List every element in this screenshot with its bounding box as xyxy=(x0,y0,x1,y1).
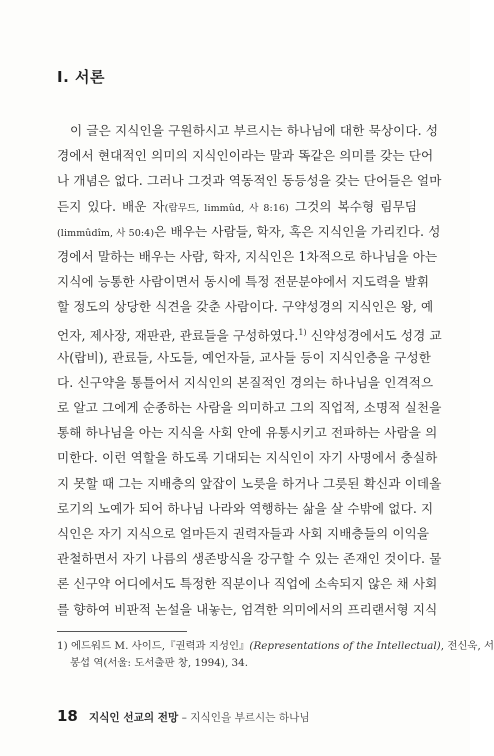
footnote-line xyxy=(57,638,494,655)
footnote-ref[interactable]: 1) xyxy=(298,327,307,337)
body-line: 를 향하여 비판적 논설을 내놓는, 엄격한 의미에서의 프리랜서형 지식 xyxy=(57,601,438,617)
body-line: 경에서 말하는 배우는 사람, 학자, 지식인은 1차적으로 하나님을 아는 xyxy=(57,248,438,264)
footnote xyxy=(57,638,494,672)
footnote-text: 에드워드 M. 사이드,『권력과 지성인』 xyxy=(70,640,250,652)
running-title: 지식인 선교의 전망 xyxy=(88,712,179,724)
page-footer xyxy=(57,706,310,725)
body-line: 지식에 능통한 사람이면서 동시에 특정 전문분야에서 지도력을 발휘 xyxy=(57,274,430,290)
body-line: 다. 신구약을 통틀어서 지식인의 본질적인 경의는 하나님을 인격적으 xyxy=(57,374,434,390)
body-line: 이 글은 지식인을 구원하시고 부르시는 하나님에 대한 묵상이다. 성 xyxy=(70,123,439,138)
footnote-italic-title: (Representations of the Intellectual) xyxy=(249,640,441,652)
body-line: 사(랍비), 관료들, 사도들, 예언자들, 교사들 등이 지식인층을 구성한 xyxy=(57,349,432,365)
body-text-run: 그것의 복수형 림무딤 xyxy=(288,198,418,214)
footnote-text: , 전신욱, 서 xyxy=(440,640,494,652)
body-line xyxy=(57,219,441,244)
footnote-divider xyxy=(57,631,187,632)
body-line: 로 알고 그에게 순종하는 사람을 의미하고 그의 직업적, 소명적 실천을 xyxy=(57,400,442,416)
body-line: 미한다. 이런 역할을 하도록 기대되는 지식인이 자기 사명에서 충실하 xyxy=(57,450,438,466)
body-line: 지 못할 때 그는 지배층의 앞잡이 노릇을 하거나 그릇된 확신과 이데올 xyxy=(57,475,442,491)
body-line: 론 신구약 어디에서도 특정한 직분이나 직업에 소속되지 않은 채 사회 xyxy=(57,576,438,592)
body-text-run: 은 배우는 사람들, 학자, 혹은 지식인을 가리킨다. 성 xyxy=(154,223,441,239)
page-number: 18 xyxy=(57,707,78,725)
body-line: 경에서 현대적인 의미의 지식인이라는 말과 똑같은 의미를 갖는 단어 xyxy=(57,148,434,164)
body-line xyxy=(57,194,417,219)
body-text-run: (람무드, limmûd, 사 8:16) xyxy=(164,202,289,214)
body-line: 식인은 자기 지식으로 얼마든지 권력자들과 사회 지배층들의 이익을 xyxy=(57,526,430,541)
body-text-run: 신약성경에서도 성경 교 xyxy=(306,327,442,343)
section-title: I. 서론 xyxy=(57,68,105,86)
running-separator: – xyxy=(178,712,191,724)
running-subtitle: 지식인을 부르시는 하나님 xyxy=(190,712,310,724)
footnote-marker: 1) xyxy=(57,640,68,652)
body-text-run: (limmûdîm, 사 50:4) xyxy=(57,227,155,239)
body-line: 관철하면서 자기 나름의 생존방식을 강구할 수 있는 존재인 것이다. 물 xyxy=(57,551,442,567)
footnote-line: 봉섭 역(서울: 도서출판 창, 1994), 34. xyxy=(70,657,249,669)
body-line: 할 정도의 상당한 식견을 갖춘 사람이다. 구약성경의 지식인은 왕, 예 xyxy=(57,299,434,315)
body-text xyxy=(57,118,442,622)
body-line xyxy=(57,320,442,345)
body-line: 통해 하나님을 아는 지식을 사회 안에 유통시키고 전파하는 사람을 의 xyxy=(57,425,438,441)
body-line: 나 개념은 없다. 그러나 그것과 역동적인 동등성을 갖는 단어들은 얼마 xyxy=(57,173,442,189)
body-text-run: 든지 있다. 배운 자 xyxy=(57,198,165,214)
body-line: 로기의 노예가 되어 하나님 나라와 역행하는 삶을 살 수밖에 없다. 지 xyxy=(57,500,434,516)
body-text-run: 언자, 제사장, 재판관, 관료들을 구성하였다. xyxy=(57,327,299,343)
